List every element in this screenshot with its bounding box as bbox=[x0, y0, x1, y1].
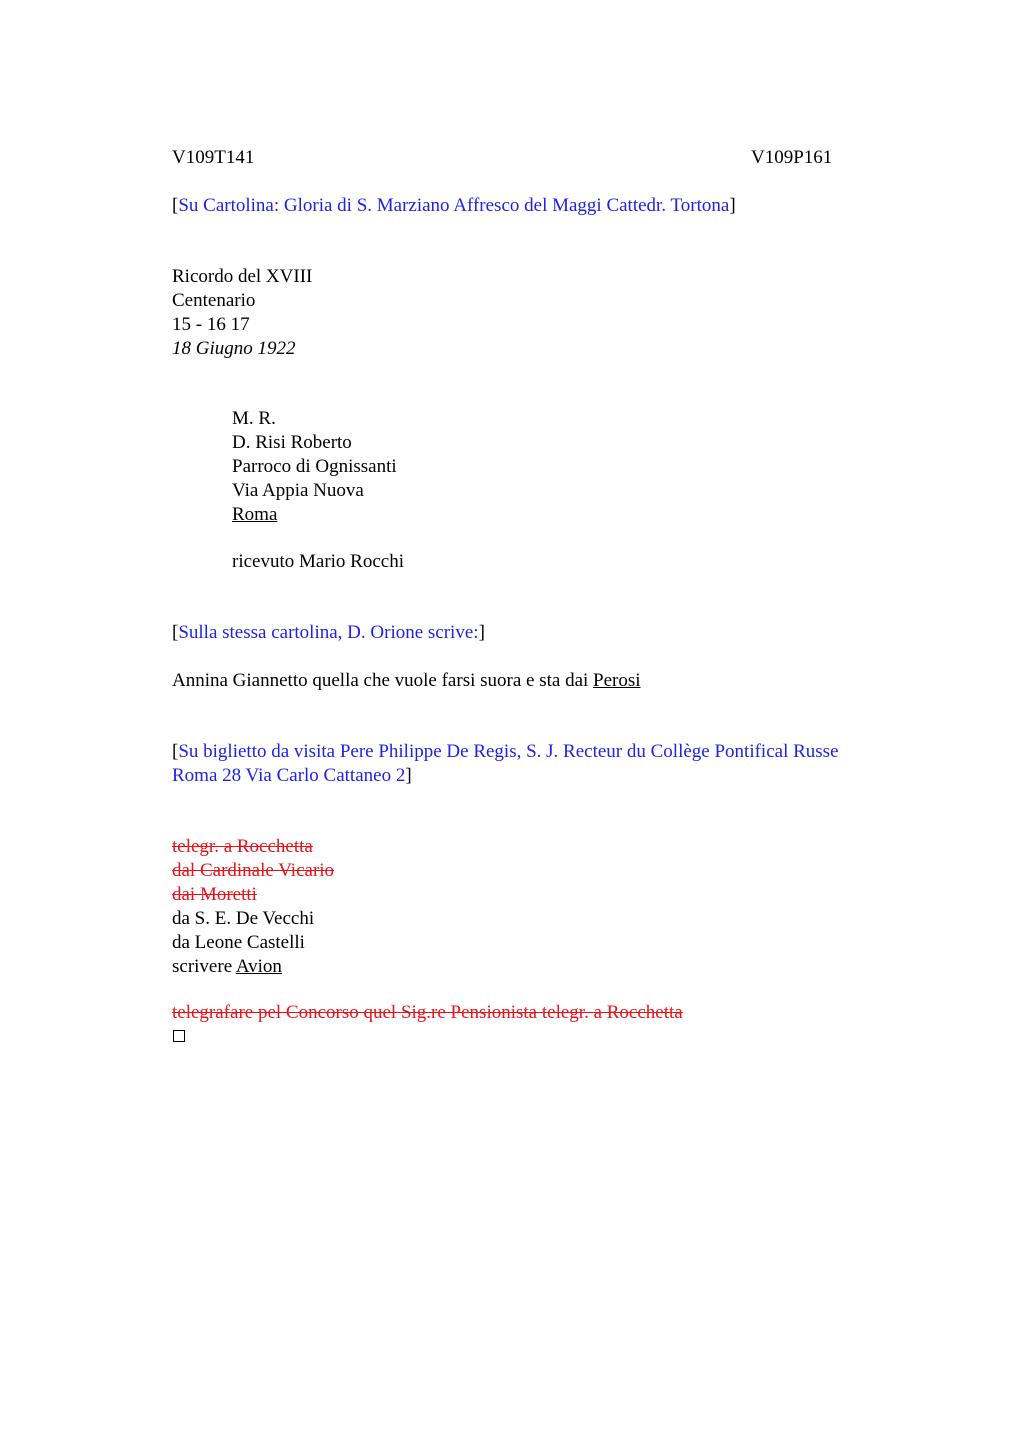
bracket-open: [ bbox=[172, 622, 179, 643]
struck-item-text: dai Moretti bbox=[172, 884, 257, 905]
note-biglietto-text1: Su biglietto da visita Pere Philippe De Regis, S. J. Recteur du Collège Pontifical Russe bbox=[178, 741, 839, 762]
bracket-open: [ bbox=[172, 195, 179, 216]
bracket-close: ] bbox=[405, 765, 412, 786]
address-line: Parroco di Ognissanti bbox=[232, 456, 397, 477]
note-cartolina-text: Su Cartolina: Gloria di S. Marziano Affresco del Maggi Cattedr. Tortona bbox=[178, 195, 730, 216]
list-item: da S. E. De Vecchi bbox=[172, 908, 315, 929]
ricordo-line: 15 - 16 17 bbox=[172, 314, 250, 335]
todo-list bbox=[172, 835, 334, 979]
list-item bbox=[172, 955, 334, 979]
note-biglietto-line1 bbox=[172, 740, 839, 764]
struck-item bbox=[172, 859, 334, 883]
received-line: ricevuto Mario Rocchi bbox=[232, 551, 405, 572]
struck-item-text: dal Cardinale Vicario bbox=[172, 860, 335, 881]
bracket-open: [ bbox=[172, 741, 179, 762]
right-code: V109P161 bbox=[751, 147, 833, 168]
left-code: V109T141 bbox=[172, 147, 255, 168]
ricordo-line: Centenario bbox=[172, 290, 256, 311]
note-stessa-cartolina bbox=[172, 621, 485, 645]
address-block bbox=[232, 407, 397, 527]
address-city bbox=[232, 503, 397, 527]
list-item-prefix: scrivere bbox=[172, 956, 236, 977]
final-struck-line bbox=[172, 1001, 683, 1025]
ricordo-line: Ricordo del XVIII bbox=[172, 266, 313, 287]
note-biglietto bbox=[172, 740, 839, 788]
ricordo-date: 18 Giugno 1922 bbox=[172, 338, 296, 359]
ricordo-block bbox=[172, 265, 312, 361]
note-biglietto-line2 bbox=[172, 764, 839, 788]
struck-item-text: telegr. a Rocchetta bbox=[172, 836, 313, 857]
list-item-underlined: Avion bbox=[235, 956, 282, 977]
final-struck-text: telegrafare pel Concorso quel Sig.re Pensionista telegr. a Rocchetta bbox=[172, 1002, 683, 1023]
address-line: Via Appia Nuova bbox=[232, 480, 364, 501]
struck-item bbox=[172, 835, 334, 859]
list-item: da Leone Castelli bbox=[172, 932, 305, 953]
note-biglietto-text2: Roma 28 Via Carlo Cattaneo 2 bbox=[172, 765, 406, 786]
address-line: M. R. bbox=[232, 408, 276, 429]
note-stessa-cartolina-text: Sulla stessa cartolina, D. Orione scrive: bbox=[178, 622, 479, 643]
bracket-close: ] bbox=[729, 195, 736, 216]
address-line: D. Risi Roberto bbox=[232, 432, 352, 453]
note-cartolina bbox=[172, 194, 736, 218]
address-city-text: Roma bbox=[232, 504, 278, 525]
annina-text: Annina Giannetto quella che vuole farsi suora e sta dai bbox=[172, 670, 594, 691]
annina-line bbox=[172, 669, 641, 693]
annina-underlined: Perosi bbox=[593, 670, 641, 691]
checkbox-glyph bbox=[173, 1030, 185, 1042]
bracket-close: ] bbox=[478, 622, 485, 643]
struck-item bbox=[172, 883, 334, 907]
